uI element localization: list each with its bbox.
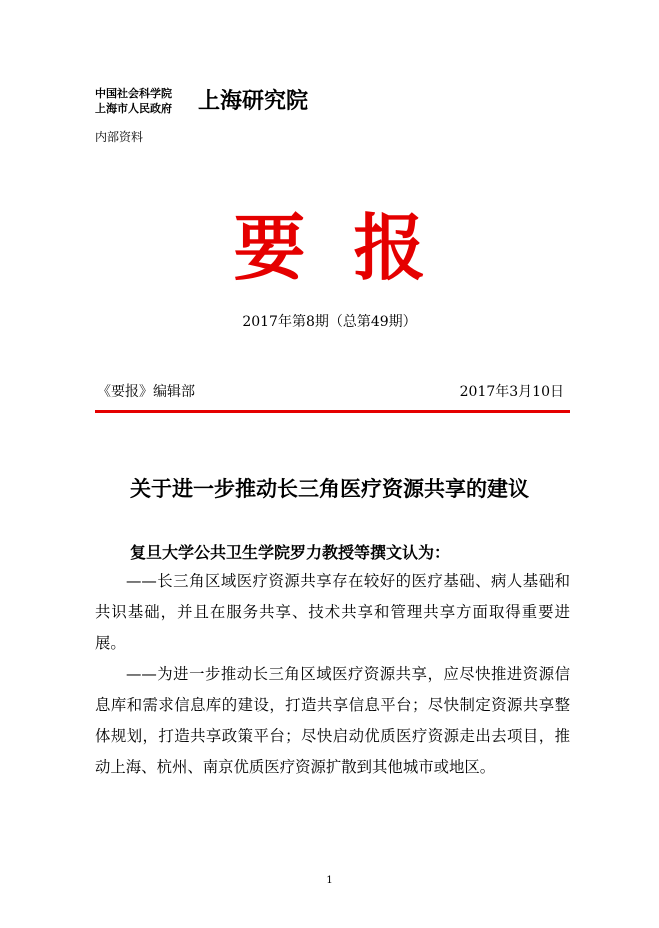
masthead-title: 要报 <box>233 205 474 290</box>
org-line-shanghai-gov: 上海市人民政府 <box>95 102 172 115</box>
page-number: 1 <box>326 875 333 886</box>
issue-number: 2017年第8期（总第49期） <box>242 314 417 330</box>
article-paragraph: ——为进一步推动长三角区域医疗资源共享，应尽快推进资源信息库和需求信息库的建设，打造共享信息平台；尽快制定资源共享整体规划，打造共享政策平台；尽快启动优质医疗资源走出去项目，推动上海、杭州、南京优质医疗资源扩散到其他城市或地区。 <box>95 665 570 776</box>
institute-name: 上海研究院 <box>198 88 309 114</box>
classification-label: 内部资料 <box>95 130 144 144</box>
editorial-department: 《要报》编辑部 <box>97 384 195 400</box>
article-lead: 复旦大学公共卫生学院罗力教授等撰文认为： <box>130 543 451 562</box>
red-divider-rule <box>95 410 570 413</box>
article-paragraph: ——长三角区域医疗资源共享存在较好的医疗基础、病人基础和共识基础，并且在服务共享、技术共享和管理共享方面取得重要进展。 <box>95 572 570 652</box>
article-title: 关于进一步推动长三角医疗资源共享的建议 <box>130 476 529 501</box>
org-line-cass: 中国社会科学院 <box>95 87 172 100</box>
publication-date: 2017年3月10日 <box>459 384 564 400</box>
